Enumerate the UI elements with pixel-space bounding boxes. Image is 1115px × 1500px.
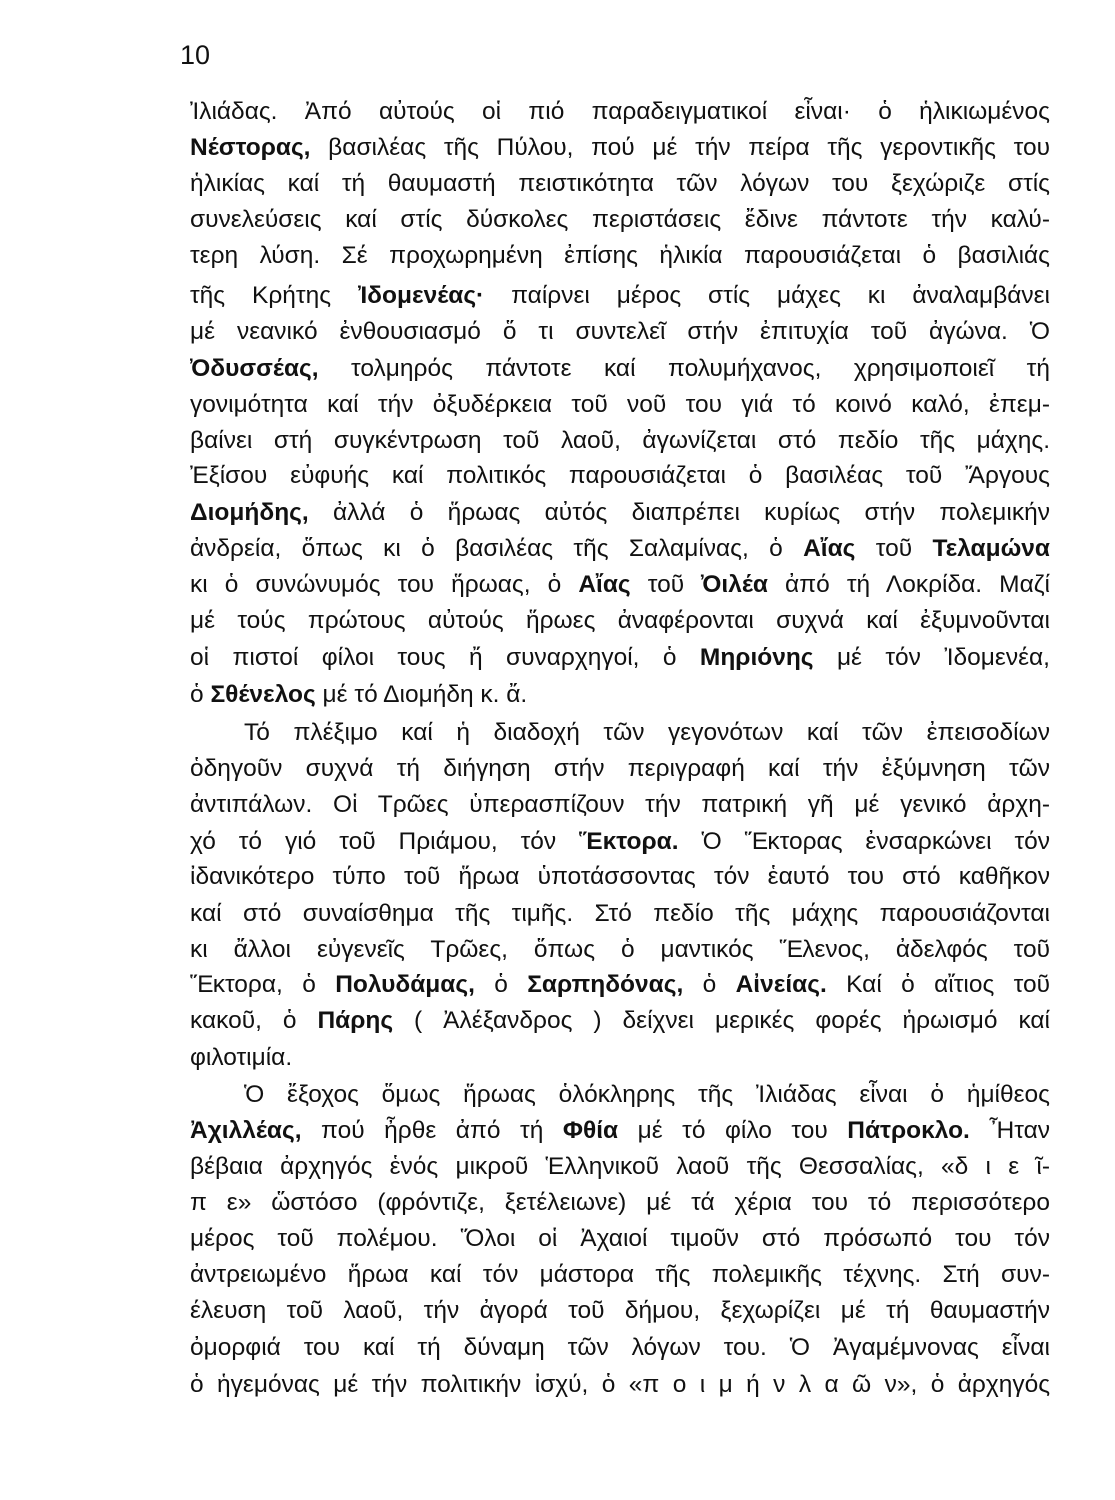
text-run: Ὁ Ἕκτορας ἐνσαρκώνει τόν [678,828,1050,855]
text-line [190,935,1050,965]
text-line [190,97,1050,127]
bold-name: Μηριόνης [699,644,814,671]
bold-name: Ἰδομενέας· [357,282,485,309]
text-line [190,498,1050,528]
text-run: ἀνδρεία, ὅπως κι ὁ βασιλέας τῆς Σαλαμίνας, ὁ [190,535,804,562]
text-line [190,899,1050,929]
text-run: μέ νεανικό ἐνθουσιασμό ὅ τι συντελεῖ στήν ἐπιτυχία τοῦ ἀγώνα. Ὁ [190,318,1050,345]
text-run: μέ τόν Ἰδομενέα, [813,644,1050,671]
bold-name: Διομήδης, [190,499,309,526]
text-run: Ἰλιάδας. Ἀπό αὐτούς οἱ πιό παραδειγματικοί εἶναι· ὁ ἡλικιωμένος [190,98,1050,125]
text-line [190,317,1050,347]
text-run: ἀπό τή Λοκρίδα. Μαζί [767,571,1050,598]
text-line [190,241,1050,271]
text-run: Τό πλέξιμο καί ἡ διαδοχή τῶν γεγονότων καί τῶν ἐπεισοδίων [244,719,1050,746]
text-line [190,1188,1050,1218]
text-run: φιλοτιμία. [190,1044,293,1071]
text-line [190,1224,1050,1254]
text-run: π ε» ὥστόσο (φρόντιζε, ξετέλειωνε) μέ τά χέρια του τό περισσότερο [190,1189,1050,1216]
text-line [190,1152,1050,1182]
text-line [190,790,1050,820]
text-run: μέ τό Διομήδη κ. ἄ. [315,681,528,708]
text-line [190,643,1050,673]
bold-name: Ὀιλέα [701,571,768,598]
text-run: κι ὁ συνώνυμός του ἥρωας, ὁ [190,571,579,598]
text-run: τολμηρός πάντοτε καί πολυμήχανος, χρησιμοποιεῖ τή [318,355,1050,382]
text-run: ὁδηγοῦν συχνά τή διήγηση στήν περιγραφή καί τήν ἐξύμνηση τῶν [190,755,1050,782]
text-run: ἀντρειωμένο ἥρωα καί τόν μάστορα τῆς πολεμικῆς τέχνης. Στή συν- [190,1261,1050,1288]
text-run: μέ τό φίλο του [618,1117,848,1144]
text-run: Ὁ ἔξοχος ὅμως ἥρωας ὁλόκληρης τῆς Ἰλιάδας εἶναι ὁ ἡμίθεος [244,1081,1050,1108]
text-run: Ἐξίσου εὐφυής καί πολιτικός παρουσιάζεται ὁ βασιλέας τοῦ Ἄργους [190,462,1050,489]
text-run: Ἕκτορα, ὁ [190,971,336,998]
text-line [190,169,1050,199]
text-run: βέβαια ἀρχηγός ἑνός μικροῦ Ἑλληνικοῦ λαοῦ τῆς Θεσσαλίας, «δ ι ε ῖ- [190,1153,1050,1180]
bold-name: Πολυδάμας, [335,971,475,998]
text-run: ὁ [683,971,736,998]
text-line [190,1370,1050,1400]
text-line [190,1116,1050,1146]
bold-name: Φθία [562,1117,619,1144]
text-run: παίρνει μέρος στίς μάχες κι ἀναλαμβάνει [484,282,1050,309]
text-run: ἀντιπάλων. Οἱ Τρῶες ὑπερασπίζουν τήν πατρική γῆ μέ γενικό ἀρχη- [190,791,1050,818]
bold-name: Πάρης [317,1007,394,1034]
text-line [190,680,1050,710]
bold-name: Σθένελος [210,681,316,708]
bold-name: Αἴας [803,535,856,562]
bold-name: Νέστορας, [190,134,311,161]
text-line [190,1043,1050,1073]
text-line [190,390,1050,420]
text-run: ἰδανικότερο τύπο τοῦ ἥρωα ὑποτάσσοντας τόν ἑαυτό του στό καθῆκον [190,863,1050,890]
page-number: 10 [180,40,211,70]
text-line [190,1296,1050,1326]
text-line [244,718,1050,748]
text-run: χό τό γιό τοῦ Πριάμου, τόν [190,828,580,855]
bold-name: Αἴας [578,571,631,598]
text-run: ὁ [190,681,211,708]
text-line [190,827,1050,857]
text-line [190,862,1050,892]
text-run: τερη λύση. Σέ προχωρημένη ἐπίσης ἡλικία παρουσιάζεται ὁ βασιλιάς [190,242,1050,269]
bold-name: Ἕκτορα. [579,828,679,855]
text-run: ( Ἀλέξανδρος ) δείχνει μερικές φορές ἡρωισμό καί [393,1007,1050,1034]
text-run: βασιλέας τῆς Πύλου, πού μέ τήν πείρα τῆς γεροντικῆς του [310,134,1050,161]
text-run: τοῦ [630,571,702,598]
text-line [190,570,1050,600]
text-run: ὁ ἡγεμόνας μέ τήν πολιτικήν ἰσχύ, ὁ «π ο ι μ ή ν λ α ῶ ν», ὁ ἀρχηγός [190,1371,1050,1398]
text-run: Ἦταν [969,1117,1050,1144]
text-run: πού ἦρθε ἀπό τή [301,1117,563,1144]
text-line [190,606,1050,636]
text-line [190,534,1050,564]
text-run: κι ἄλλοι εὐγενεῖς Τρῶες, ὅπως ὁ μαντικός Ἕλενος, ἀδελφός τοῦ [190,936,1050,963]
text-run: μέ τούς πρώτους αὐτούς ἥρωες ἀναφέρονται συχνά καί ἐξυμνοῦνται [190,607,1050,634]
bold-name: Ἀχιλλέας, [190,1117,302,1144]
text-run: Καί ὁ αἴτιος τοῦ [826,971,1050,998]
bold-name: Σαρπηδόνας, [527,971,684,998]
bold-name: Ὀδυσσέας, [190,355,319,382]
bold-name: Αἰνείας. [735,971,827,998]
text-run: κακοῦ, ὁ [190,1007,318,1034]
text-run: οἱ πιστοί φίλοι τους ἤ συναρχηγοί, ὁ [190,644,700,671]
text-line [190,133,1050,163]
text-line [190,970,1050,1000]
text-line [190,1333,1050,1363]
text-line [190,754,1050,784]
text-run: γονιμότητα καί τήν ὀξυδέρκεια τοῦ νοῦ του γιά τό κοινό καλό, ἐπεμ- [190,391,1050,418]
text-run: μέρος τοῦ πολέμου. Ὅλοι οἱ Ἀχαιοί τιμοῦν στό πρόσωπό του τόν [190,1225,1050,1252]
text-line [190,281,1050,311]
text-run: συνελεύσεις καί στίς δύσκολες περιστάσεις ἔδινε πάντοτε τήν καλύ- [190,206,1050,233]
text-line [190,461,1050,491]
text-run: τῆς Κρήτης [190,282,358,309]
text-line [190,205,1050,235]
bold-name: Τελαμώνα [932,535,1050,562]
text-run: έλευση τοῦ λαοῦ, τήν ἀγορά τοῦ δήμου, ξεχωρίζει μέ τή θαυμαστήν [190,1297,1050,1324]
text-run: τοῦ [855,535,933,562]
text-run: βαίνει στή συγκέντρωση τοῦ λαοῦ, ἀγωνίζεται στό πεδίο τῆς μάχης. [190,427,1050,454]
text-run: ἀλλά ὁ ἥρωας αὐτός διαπρέπει κυρίως στήν πολεμικήν [308,499,1050,526]
text-line [190,1260,1050,1290]
text-run: καί στό συναίσθημα τῆς τιμῆς. Στό πεδίο τῆς μάχης παρουσιάζονται [190,900,1050,927]
text-line [190,354,1050,384]
text-line [190,1006,1050,1036]
text-run: ἡλικίας καί τή θαυμαστή πειστικότητα τῶν λόγων του ξεχώριζε στίς [190,170,1050,197]
text-run: ὁ [474,971,528,998]
text-line [190,426,1050,456]
text-run: ὀμορφιά του καί τή δύναμη τῶν λόγων του. Ὁ Ἀγαμέμνονας εἶναι [190,1334,1050,1361]
bold-name: Πάτροκλο. [847,1117,970,1144]
text-line [244,1080,1050,1110]
